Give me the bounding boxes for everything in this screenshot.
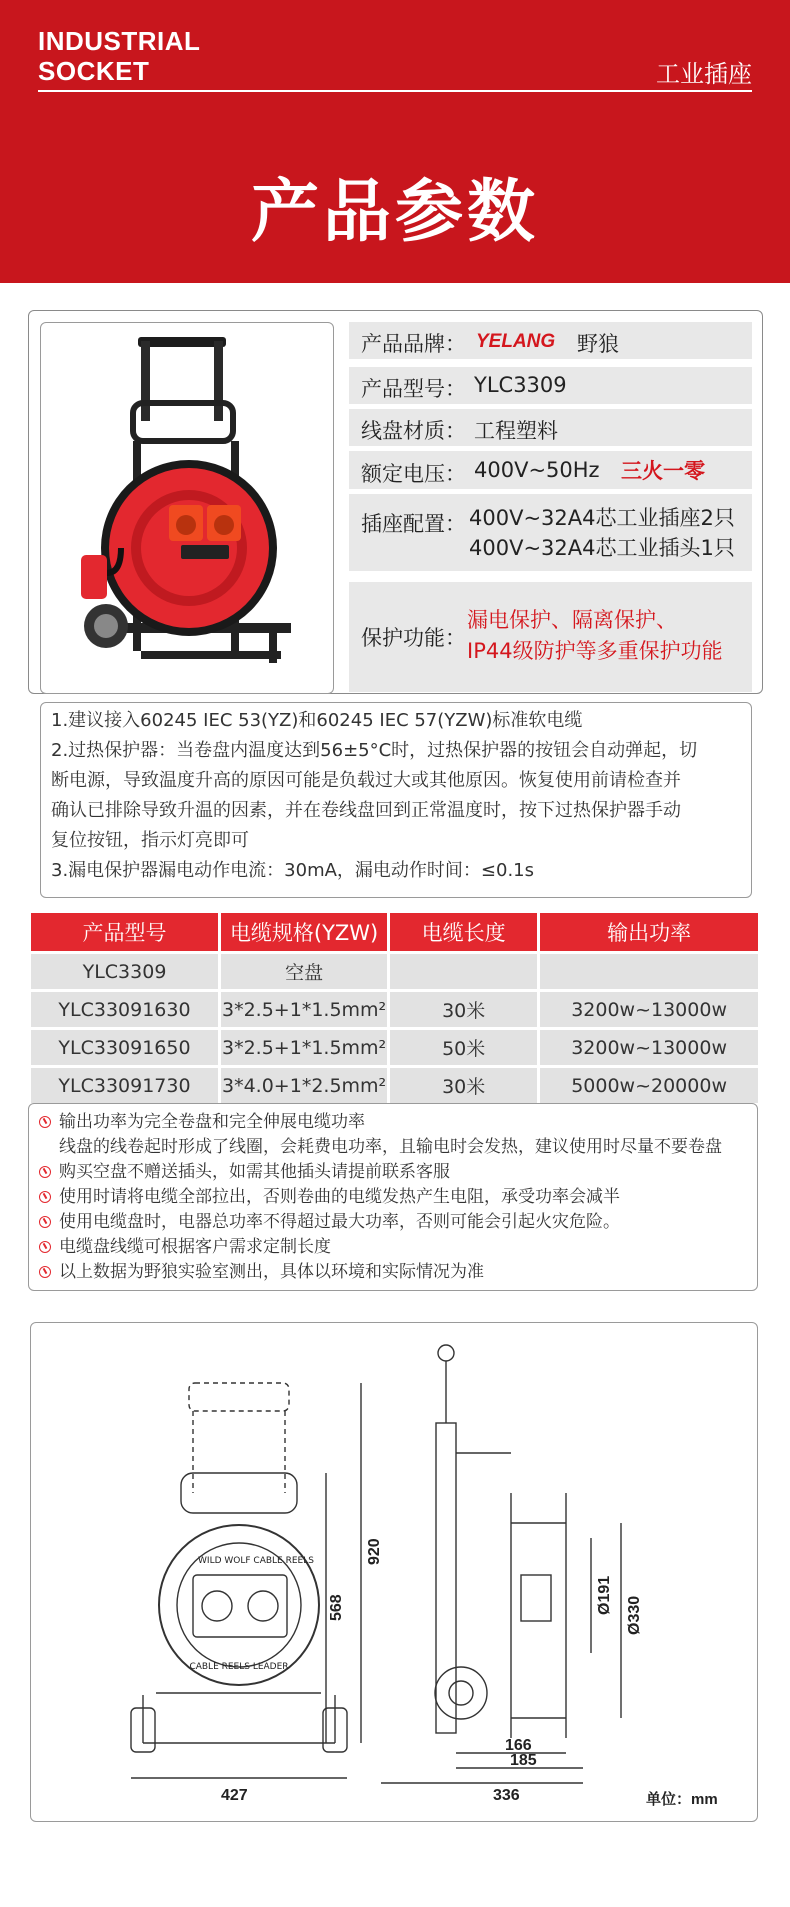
dimension-drawing [30, 1322, 758, 1822]
table-header: 电缆规格(YZW) [221, 913, 387, 951]
dim-label: 920 [366, 1538, 383, 1565]
spec-value: 400V~50Hz [474, 458, 600, 482]
spec-row-sockets [349, 494, 752, 571]
warning-icon [39, 1191, 51, 1203]
footnote-text: 使用时请将电缆全部拉出，否则卷曲的电缆发热产生电阻，承受功率会减半 [59, 1187, 620, 1207]
footnote-item [29, 1210, 757, 1235]
footnote-item [29, 1110, 757, 1135]
spec-key: 产品型号： [361, 377, 466, 401]
table-cell [540, 954, 758, 989]
table-cell: 3*2.5+1*1.5mm² [221, 992, 387, 1027]
dim-label: Ø330 [626, 1595, 643, 1635]
warning-icon [39, 1166, 51, 1178]
warning-icon [39, 1216, 51, 1228]
footnote-item [29, 1160, 757, 1185]
voltage-highlight: 三火一零 [621, 459, 705, 483]
table-cell: 3*2.5+1*1.5mm² [221, 1030, 387, 1065]
footnote-text: 使用电缆盘时，电器总功率不得超过最大功率，否则可能会引起火灾危险。 [59, 1212, 620, 1232]
table-cell: YLC33091730 [31, 1068, 218, 1103]
table-row [31, 992, 758, 1027]
page-title: 产品参数 [250, 173, 539, 252]
dim-label: 185 [510, 1752, 537, 1769]
warning-icon [39, 1116, 51, 1128]
brand-logo-text: YELANG [476, 331, 556, 352]
table-cell: 空盘 [221, 954, 387, 989]
table-cell: YLC33091630 [31, 992, 218, 1027]
spec-key: 产品品牌： [361, 332, 466, 356]
table-cell: 30米 [390, 992, 537, 1027]
footnote-text: 购买空盘不赠送插头，如需其他插头请提前联系客服 [59, 1162, 450, 1182]
brand-text: INDUSTRIAL SOCKET [38, 26, 201, 86]
spec-row-material [349, 409, 752, 446]
table-cell: 5000w~20000w [540, 1068, 758, 1103]
category-label: 工业插座 [656, 60, 752, 88]
spec-row-model [349, 367, 752, 404]
footnote-text: 输出功率为完全卷盘和完全伸展电缆功率 [59, 1112, 365, 1132]
table-header: 输出功率 [540, 913, 758, 951]
note-line: 复位按钮，指示灯亮即可 [51, 830, 249, 851]
drawing-svg [31, 1323, 757, 1821]
spec-row-protection [349, 582, 752, 692]
table-cell [390, 954, 537, 989]
table-cell: YLC33091650 [31, 1030, 218, 1065]
note-line: 1.建议接入60245 IEC 53(YZ)和60245 IEC 57(YZW)标准软电缆 [51, 710, 583, 731]
model-table [28, 910, 761, 1106]
spec-value-line: 漏电保护、隔离保护、 [467, 608, 677, 632]
spec-row-voltage [349, 451, 752, 489]
product-photo [40, 322, 334, 694]
spec-value: YLC3309 [474, 373, 567, 397]
spec-value: 工程塑料 [474, 419, 558, 443]
note-line: 3.漏电保护器漏电动作电流：30mA，漏电动作时间：≤0.1s [51, 860, 535, 881]
dim-label: 336 [493, 1787, 520, 1804]
spec-row-brand [349, 322, 752, 359]
dim-label: 568 [328, 1594, 345, 1621]
footnote-item [29, 1235, 757, 1260]
note-line: 2.过热保护器：当卷盘内温度达到56±5°C时，过热保护器的按钮会自动弹起，切 [51, 740, 698, 761]
footnote-text: 线盘的线卷起时形成了线圈，会耗费电功率，且输电时会发热，建议使用时尽量不要卷盘 [59, 1137, 722, 1157]
table-cell: 30米 [390, 1068, 537, 1103]
footnote-item [29, 1135, 757, 1160]
reel-text: CABLE REELS LEADER [189, 1662, 289, 1672]
brand-logo-graphic [474, 328, 570, 352]
note-line: 确认已排除导致升温的因素，并在卷线盘回到正常温度时，按下过热保护器手动 [51, 800, 681, 821]
spec-value-line: 400V~32A4芯工业插座2只 [469, 506, 735, 530]
footnote-text: 以上数据为野狼实验室测出，具体以环境和实际情况为准 [59, 1262, 484, 1282]
spec-value-line: IP44级防护等多重保护功能 [467, 639, 723, 663]
warning-icon [39, 1266, 51, 1278]
table-cell: YLC3309 [31, 954, 218, 989]
dim-label: Ø191 [596, 1575, 613, 1615]
warning-icon [39, 1241, 51, 1253]
spec-key: 保护功能： [361, 626, 466, 650]
spec-value: 野狼 [577, 332, 619, 356]
table-row [31, 954, 758, 989]
table-cell: 3200w~13000w [540, 992, 758, 1027]
table-header-row [31, 913, 758, 951]
table-header: 产品型号 [31, 913, 218, 951]
footnote-text: 电缆盘线缆可根据客户需求定制长度 [59, 1237, 331, 1257]
note-line: 断电源，导致温度升高的原因可能是负载过大或其他原因。恢复使用前请检查并 [51, 770, 681, 791]
unit-label: 单位：mm [646, 1791, 718, 1808]
brand-logo [474, 328, 570, 352]
table-cell: 3200w~13000w [540, 1030, 758, 1065]
table-cell: 3*4.0+1*2.5mm² [221, 1068, 387, 1103]
table-header: 电缆长度 [390, 913, 537, 951]
spec-key: 插座配置： [361, 512, 466, 536]
spec-key: 额定电压： [361, 462, 466, 486]
reel-text: WILD WOLF CABLE REELS [198, 1556, 314, 1566]
footnotes-box [28, 1103, 758, 1291]
dim-label: 427 [221, 1787, 248, 1804]
table-cell: 50米 [390, 1030, 537, 1065]
table-row [31, 1068, 758, 1103]
dim-label: 166 [505, 1737, 532, 1754]
header-divider [38, 90, 752, 92]
table-row [31, 1030, 758, 1065]
spec-value-line: 400V~32A4芯工业插头1只 [469, 536, 735, 560]
header-banner [0, 0, 790, 283]
footnote-item [29, 1185, 757, 1210]
footnote-item [29, 1260, 757, 1285]
notes-box [40, 702, 752, 898]
spec-key: 线盘材质： [361, 419, 466, 443]
